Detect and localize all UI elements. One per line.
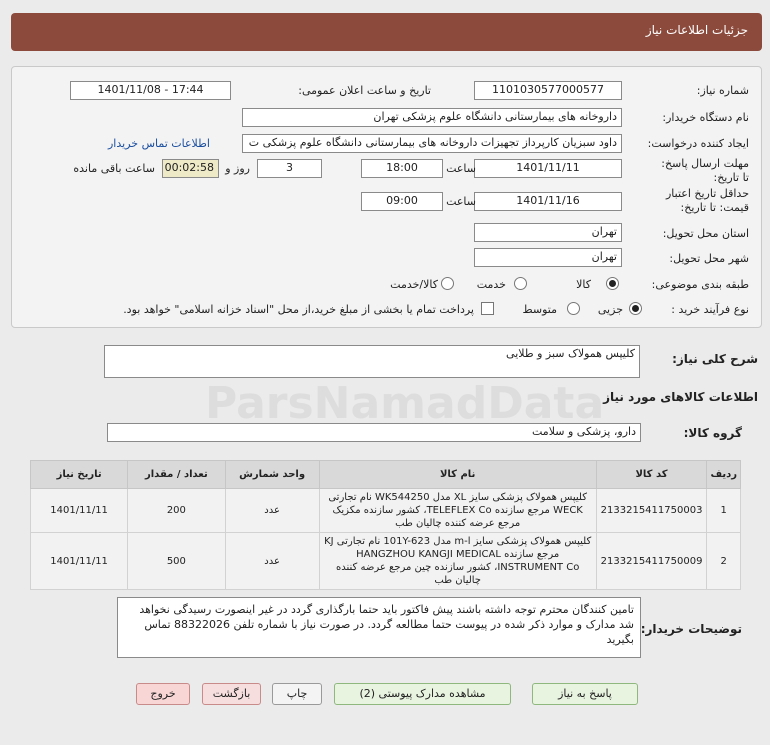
cell-qty: 200 (128, 489, 225, 533)
buyer-org-label: نام دستگاه خریدار: (662, 111, 749, 124)
print-button[interactable]: چاپ (272, 683, 322, 705)
category-label: طبقه بندی موضوعی: (651, 278, 749, 291)
category-option-goods-service: کالا/خدمت (390, 278, 438, 291)
cell-index: 2 (707, 533, 741, 590)
cell-name: کلیپس همولاک پزشکی سایز m-l مدل 101Y-623 نام تجارتی KJ مرجع سازنده HANGZHOU KANGJI MEDICAL INSTRUMENT Co، کشور سازنده چین مرجع عرضه کننده چالیان طب (319, 533, 596, 590)
respond-button[interactable]: پاسخ به نیاز (532, 683, 638, 705)
watermark: ParsNamadData (205, 378, 605, 429)
treasury-note: پرداخت تمام یا بخشی از مبلغ خرید،از محل "اسناد خزانه اسلامی" خواهد بود. (123, 303, 474, 316)
need-number-field: 1101030577000577 (474, 81, 622, 100)
province-field: تهران (474, 223, 622, 242)
province-label: استان محل تحویل: (662, 227, 749, 240)
back-button[interactable]: بازگشت (202, 683, 261, 705)
cell-date: 1401/11/11 (31, 533, 128, 590)
attachments-button[interactable]: مشاهده مدارک پیوستی (2) (334, 683, 511, 705)
details-panel (11, 66, 762, 328)
city-field: تهران (474, 248, 622, 267)
creator-label: ایجاد کننده درخواست: (647, 137, 749, 150)
deadline-time-label: ساعت (446, 162, 476, 175)
validity-time-label: ساعت (446, 195, 476, 208)
remaining-timer: 00:02:58 (162, 159, 219, 178)
days-label: روز و (225, 162, 250, 175)
process-label: نوع فرآیند خرید : (671, 303, 749, 316)
buyer-notes-label: توضیحات خریدار: (640, 622, 742, 636)
table-row (31, 533, 741, 590)
col-unit: واحد شمارش (225, 461, 319, 489)
category-option-service: خدمت (476, 278, 506, 291)
cell-code: 2133215411750009 (596, 533, 707, 590)
summary-field: کلیپس همولاک سبز و طلایی (104, 345, 640, 378)
process-option-medium: متوسط (522, 303, 557, 316)
col-date: تاریخ نیاز (31, 461, 128, 489)
days-field: 3 (257, 159, 322, 178)
cell-index: 1 (707, 489, 741, 533)
cell-date: 1401/11/11 (31, 489, 128, 533)
goods-group-label: گروه کالا: (683, 426, 742, 440)
deadline-time-field: 18:00 (361, 159, 443, 178)
cell-unit: عدد (225, 533, 319, 590)
category-radio-service[interactable] (514, 277, 527, 290)
goods-group-field: دارو، پزشکی و سلامت (107, 423, 641, 442)
city-label: شهر محل تحویل: (669, 252, 749, 265)
goods-info-title: اطلاعات کالاهای مورد نیاز (603, 390, 758, 404)
exit-button[interactable]: خروج (136, 683, 190, 705)
buyer-notes-field: تامین کنندگان محترم توجه داشته باشند پیش فاکتور باید حتما بارگذاری گردد در غیر اینصورت رسیدگی نخواهد شد مدارک و موارد ذکر شده در پیوست حتما مطالعه گردد. در صورت نیاز با شماره تلفن 88322026 تماس بگیرید (117, 597, 641, 658)
treasury-checkbox[interactable] (481, 302, 494, 315)
page-title: جزئیات اطلاعات نیاز (645, 23, 748, 37)
col-index: ردیف (707, 461, 741, 489)
summary-label: شرح کلی نیاز: (672, 352, 758, 366)
page-title-bar (11, 13, 762, 51)
col-name: نام کالا (319, 461, 596, 489)
items-table (30, 460, 741, 590)
cell-qty: 500 (128, 533, 225, 590)
category-option-goods: کالا (576, 278, 591, 291)
process-radio-medium[interactable] (567, 302, 580, 315)
creator-field: داود سبزیان کارپرداز تجهیزات داروخانه های بیمارستانی دانشگاه علوم پزشکی ت (242, 134, 622, 153)
remaining-label: ساعت باقی مانده (73, 162, 155, 175)
process-radio-minor[interactable] (629, 302, 642, 315)
deadline-label: مهلت ارسال پاسخ: تا تاریخ: (661, 157, 749, 184)
category-radio-goods[interactable] (606, 277, 619, 290)
category-radio-goods-service[interactable] (441, 277, 454, 290)
announce-field: 1401/11/08 - 17:44 (70, 81, 231, 100)
need-number-label: شماره نیاز: (696, 84, 749, 97)
cell-code: 2133215411750003 (596, 489, 707, 533)
buyer-org-field: داروخانه های بیمارستانی دانشگاه علوم پزشکی تهران (242, 108, 622, 127)
col-code: کد کالا (596, 461, 707, 489)
table-header-row (31, 461, 741, 489)
table-row (31, 489, 741, 533)
buyer-contact-link[interactable]: اطلاعات تماس خریدار (108, 137, 210, 150)
announce-label: تاریخ و ساعت اعلان عمومی: (298, 84, 431, 97)
validity-label: حداقل تاریخ اعتبار قیمت: تا تاریخ: (665, 187, 749, 214)
col-qty: تعداد / مقدار (128, 461, 225, 489)
process-option-minor: جزیی (597, 303, 623, 316)
deadline-date-field: 1401/11/11 (474, 159, 622, 178)
cell-unit: عدد (225, 489, 319, 533)
validity-date-field: 1401/11/16 (474, 192, 622, 211)
validity-time-field: 09:00 (361, 192, 443, 211)
cell-name: کلیپس همولاک پزشکی سایز XL مدل WK544250 نام تجارتی WECK مرجع سازنده TELEFLEX Co، کشور سازنده مکزیک مرجع عرضه کننده چالیان طب (319, 489, 596, 533)
